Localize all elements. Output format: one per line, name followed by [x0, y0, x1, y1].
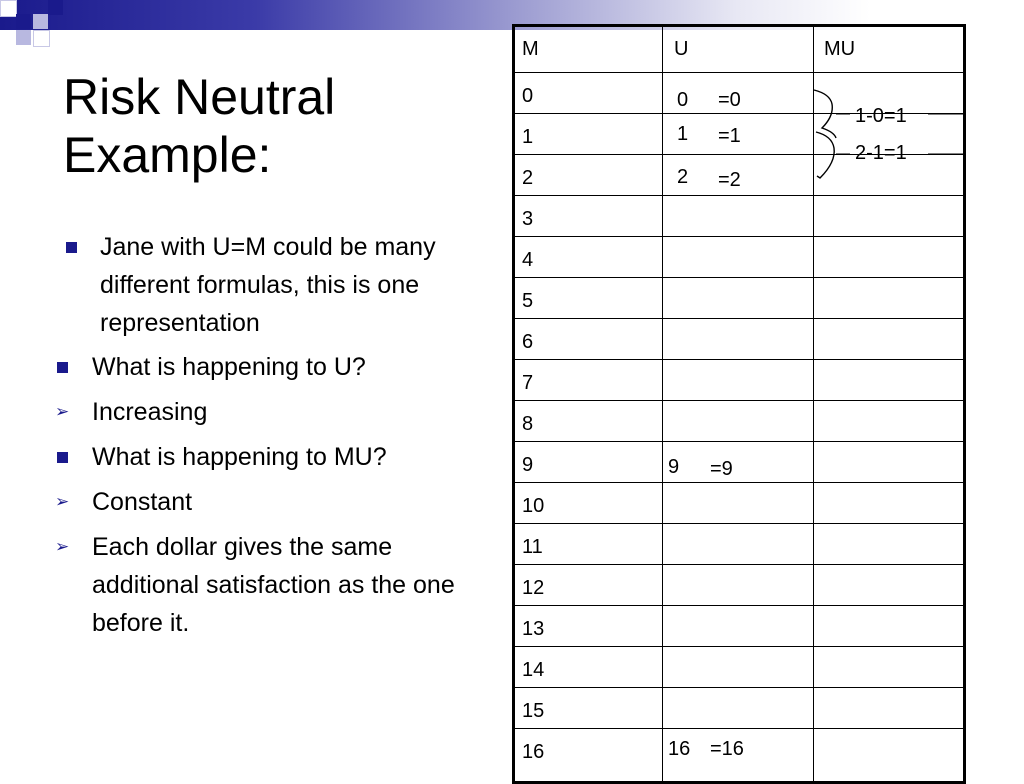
deco-square — [33, 30, 50, 47]
slide-title: Risk Neutral Example: — [63, 69, 336, 183]
m-cell: 7 — [522, 372, 534, 394]
deco-square — [16, 14, 31, 29]
brace-shape — [816, 132, 834, 178]
row-divider — [512, 441, 966, 442]
m-cell: 0 — [522, 85, 534, 107]
u-value: 9 — [668, 456, 680, 478]
m-cell: 14 — [522, 659, 545, 681]
m-cell: 12 — [522, 577, 545, 599]
row-divider — [512, 195, 966, 196]
brace-annotations — [808, 86, 968, 186]
deco-square — [33, 14, 48, 29]
m-cell: 2 — [522, 167, 534, 189]
m-cell: 16 — [522, 741, 545, 763]
square-bullet-icon — [66, 242, 77, 253]
u-equals: =2 — [718, 169, 741, 191]
bullet-text: Increasing — [92, 398, 208, 426]
m-cell: 13 — [522, 618, 545, 640]
u-value: 16 — [668, 738, 691, 760]
deco-square — [16, 30, 31, 45]
m-cell: 4 — [522, 249, 534, 271]
mu-note: 2-1=1 — [855, 142, 907, 164]
row-divider — [512, 605, 966, 606]
bullet-item — [100, 228, 500, 342]
bullet-text: Each dollar gives the same additional satisfaction as the one before it. — [92, 533, 455, 637]
column-header-u: U — [674, 38, 689, 60]
chevron-bullet-icon: ➢ — [55, 492, 70, 511]
row-divider — [512, 482, 966, 483]
row-divider — [512, 564, 966, 565]
deco-square — [0, 0, 17, 17]
u-equals: =16 — [710, 738, 744, 760]
row-divider — [512, 318, 966, 319]
u-value: 0 — [677, 89, 689, 111]
row-divider — [512, 400, 966, 401]
column-divider — [662, 24, 663, 784]
m-cell: 15 — [522, 700, 545, 722]
m-cell: 8 — [522, 413, 534, 435]
column-header-m: M — [522, 38, 539, 60]
u-equals: =9 — [710, 458, 733, 480]
m-cell: 5 — [522, 290, 534, 312]
m-cell: 1 — [522, 126, 534, 148]
row-divider — [512, 728, 966, 729]
u-equals: =0 — [718, 89, 741, 111]
row-divider — [512, 687, 966, 688]
brace-shape — [814, 90, 836, 138]
u-equals: =1 — [718, 125, 741, 147]
bullet-item — [55, 483, 472, 521]
bullet-item — [92, 438, 472, 476]
row-divider — [512, 359, 966, 360]
row-divider — [512, 523, 966, 524]
bullet-item — [55, 393, 472, 431]
bullet-text: Constant — [92, 488, 193, 516]
m-cell: 3 — [522, 208, 534, 230]
square-bullet-icon — [57, 362, 68, 373]
row-divider — [512, 277, 966, 278]
bullet-item — [92, 348, 472, 386]
bullet-text: Jane with U=M could be many different formulas, this is one representation — [100, 233, 436, 337]
m-cell: 11 — [522, 536, 543, 558]
row-divider — [512, 646, 966, 647]
row-divider — [512, 236, 966, 237]
row-divider — [512, 72, 966, 73]
bullet-text: What is happening to MU? — [92, 443, 387, 471]
chevron-bullet-icon: ➢ — [55, 537, 70, 556]
mu-note: 1-0=1 — [855, 105, 907, 127]
square-bullet-icon — [57, 452, 68, 463]
column-header-mu: MU — [824, 38, 856, 60]
bullet-text: What is happening to U? — [92, 353, 366, 381]
chevron-bullet-icon: ➢ — [55, 402, 70, 421]
u-value: 2 — [677, 166, 689, 188]
m-cell: 9 — [522, 454, 534, 476]
bullet-item — [55, 528, 472, 642]
m-cell: 6 — [522, 331, 534, 353]
u-value: 1 — [677, 123, 689, 145]
deco-square — [48, 0, 63, 15]
m-cell: 10 — [522, 495, 545, 517]
